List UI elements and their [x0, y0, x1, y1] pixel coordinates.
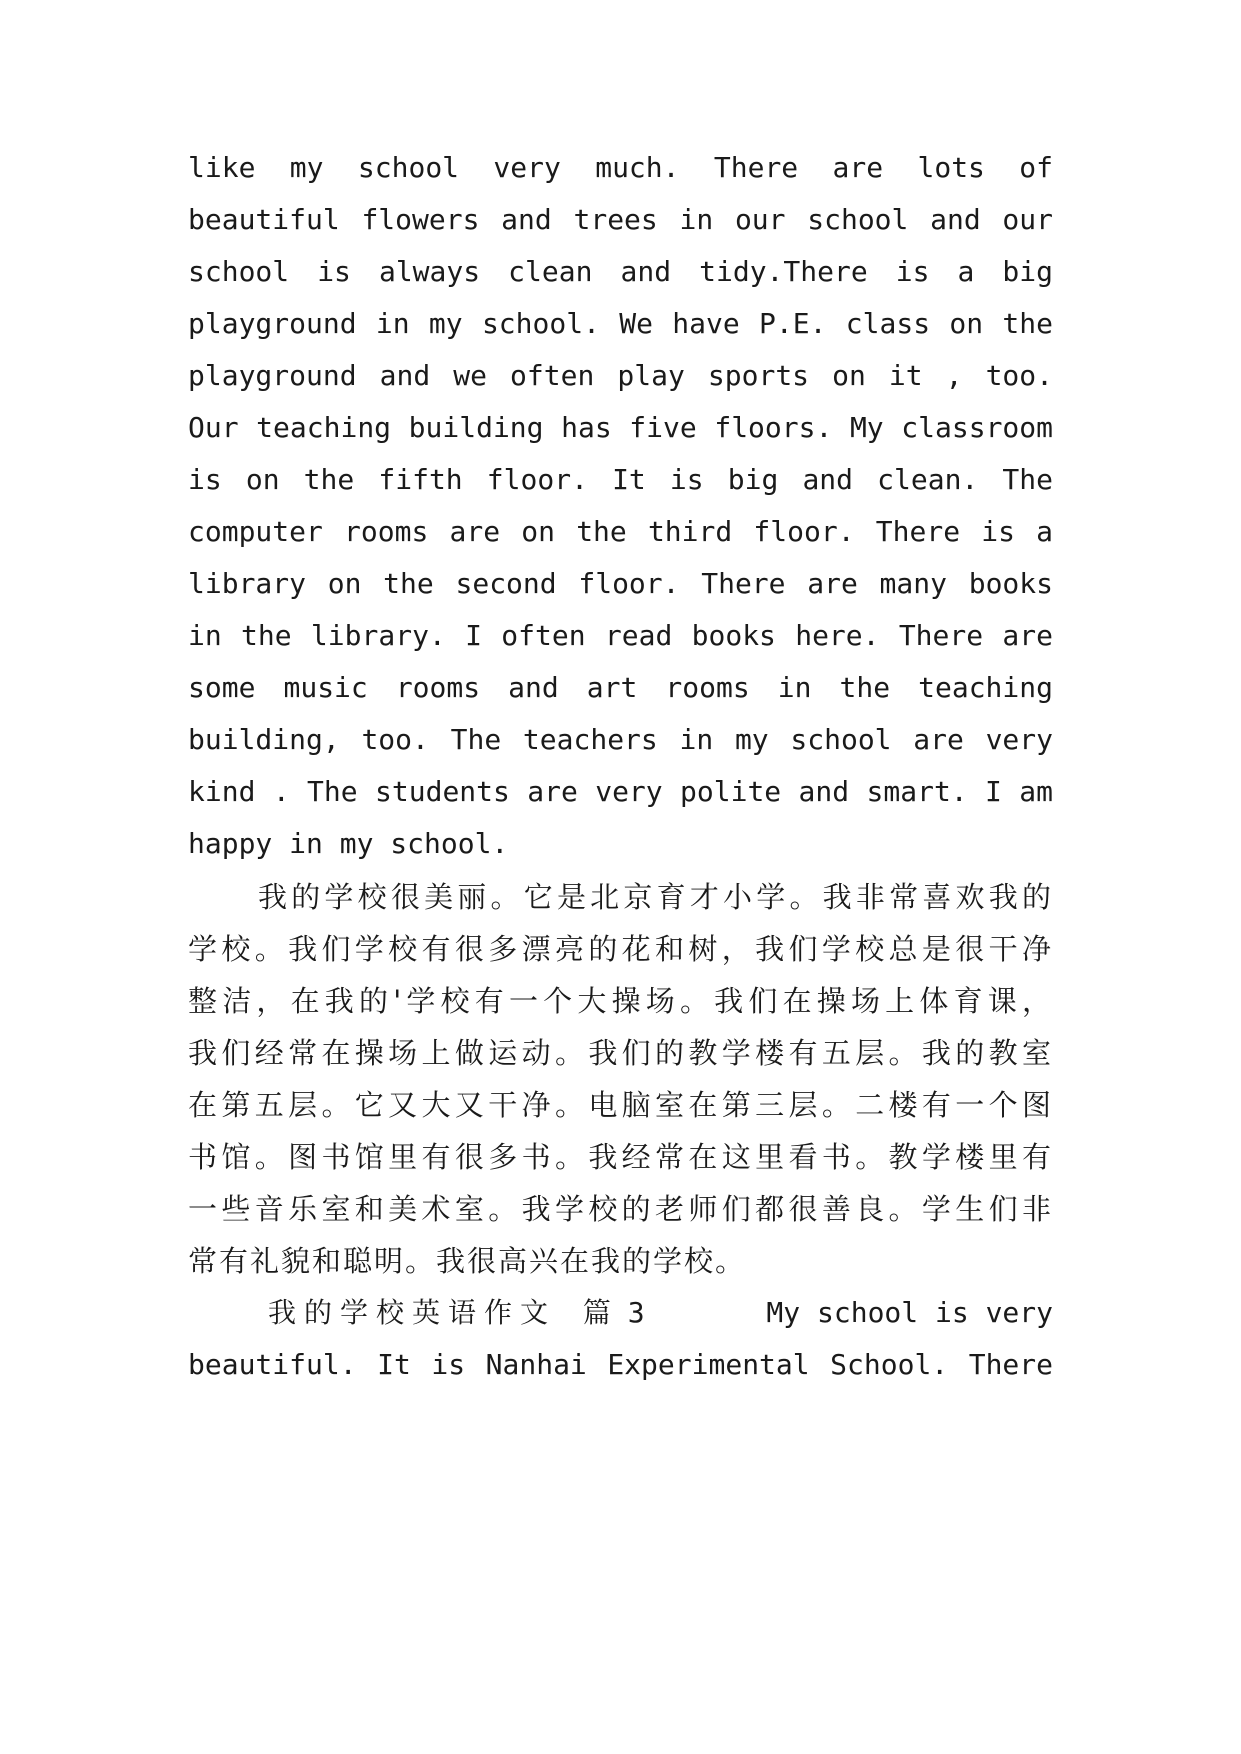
- chinese-text-line: 我的学校很美丽。它是北京育才小学。我非常喜欢我的: [258, 880, 1053, 914]
- english-text-line: playground and we often play sports on it , too.: [188, 359, 1053, 392]
- english-text-line: happy in my school.: [188, 827, 509, 860]
- english-text-start: My school is very: [766, 1296, 1053, 1329]
- english-text-line: library on the second floor. There are many books: [188, 567, 1053, 600]
- english-text-line: beautiful flowers and trees in our school and our: [188, 203, 1053, 236]
- english-text-line: school is always clean and tidy.There is a big: [188, 255, 1053, 288]
- chinese-text-line: 常有礼貌和聪明。我很高兴在我的学校。: [188, 1244, 747, 1278]
- chinese-text-line: 学校。我们学校有很多漂亮的花和树，我们学校总是很干净: [188, 932, 1053, 966]
- english-text-line: some music rooms and art rooms in the teaching: [188, 671, 1053, 704]
- english-text-line: playground in my school. We have P.E. class on the: [188, 307, 1053, 340]
- chinese-text-line: 我们经常在操场上做运动。我们的教学楼有五层。我的教室: [188, 1036, 1053, 1070]
- chinese-text-line: 在第五层。它又大又干净。电脑室在第三层。二楼有一个图: [188, 1088, 1053, 1122]
- english-text-line: building, too. The teachers in my school are very: [188, 723, 1053, 756]
- chinese-text-line: 整洁，在我的'学校有一个大操场。我们在操场上体育课，: [188, 984, 1053, 1018]
- chinese-text-line: 书馆。图书馆里有很多书。我经常在这里看书。教学楼里有: [188, 1140, 1053, 1174]
- section-heading-line: [268, 1293, 1053, 1333]
- english-text-line: is on the fifth floor. It is big and clean. The: [188, 463, 1053, 496]
- chinese-text-line: 一些音乐室和美术室。我学校的老师们都很善良。学生们非: [188, 1192, 1053, 1226]
- english-text-line: like my school very much. There are lots of: [188, 151, 1053, 184]
- english-text-line: computer rooms are on the third floor. There is a: [188, 515, 1053, 548]
- english-text-line: kind . The students are very polite and smart. I am: [188, 775, 1053, 808]
- english-text-line: in the library. I often read books here. There are: [188, 619, 1053, 652]
- section-title: 我的学校英语作文: [268, 1296, 557, 1329]
- section-number: 篇 3: [582, 1296, 645, 1329]
- english-text-line: Our teaching building has five floors. My classroom: [188, 411, 1053, 444]
- english-text-line: beautiful. It is Nanhai Experimental School. There: [188, 1348, 1053, 1381]
